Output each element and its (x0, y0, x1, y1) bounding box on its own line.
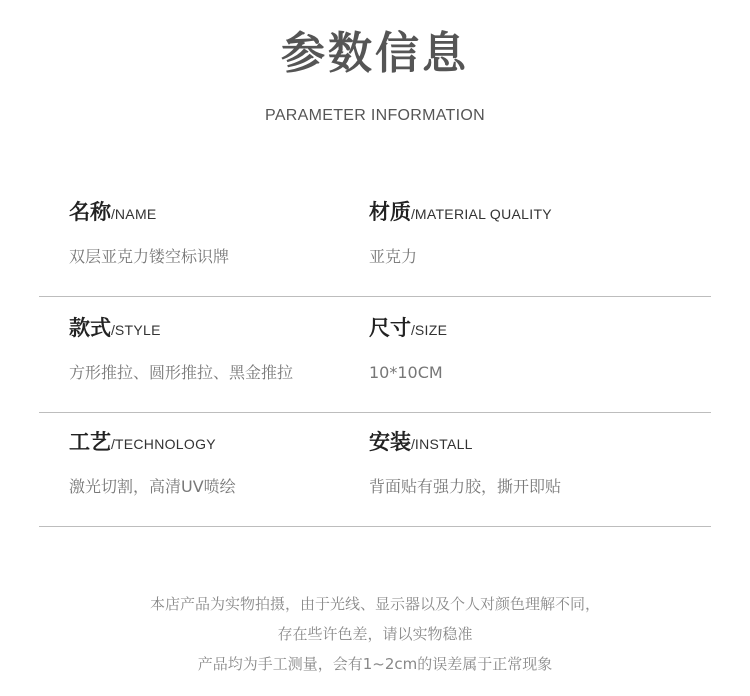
page-subtitle: PARAMETER INFORMATION (265, 107, 485, 124)
param-technology-value: 激光切割，高清UV喷绘 (69, 477, 236, 496)
param-install-value: 背面贴有强力胶，撕开即贴 (369, 477, 562, 496)
param-style-label-en: STYLE (114, 322, 161, 338)
param-name-label-en: NAME (114, 206, 157, 222)
param-row-3 (39, 410, 711, 527)
param-technology-label (69, 428, 216, 458)
param-size-label-en: SIZE (414, 322, 448, 338)
label-separator: / (411, 436, 415, 452)
label-separator: / (111, 436, 115, 452)
param-name-label-cn: 名称 (69, 200, 111, 224)
param-technology-label-cn: 工艺 (69, 430, 111, 454)
label-separator: / (111, 322, 115, 338)
param-material-label-cn: 材质 (369, 200, 411, 224)
param-name-label (69, 198, 157, 228)
param-install-label-cn: 安装 (369, 430, 411, 454)
notice-line-1: 本店产品为实物拍摄，由于光线、显示器以及个人对颜色理解不同， (149, 595, 600, 613)
param-row-2 (39, 296, 711, 413)
param-material-label-en: MATERIAL QUALITY (414, 206, 552, 222)
param-material-label (369, 198, 552, 228)
label-separator: / (111, 206, 115, 222)
param-technology-label-en: TECHNOLOGY (114, 436, 216, 452)
param-material-value: 亚克力 (369, 247, 418, 266)
param-style-label-cn: 款式 (69, 316, 111, 340)
label-separator: / (411, 206, 415, 222)
param-size-label (369, 314, 447, 344)
page-title: 参数信息 (281, 28, 469, 79)
label-separator: / (411, 322, 415, 338)
notice-line-2: 存在些许色差，请以实物稳准 (277, 625, 473, 643)
notice-line-3: 产品均为手工测量，会有1~2cm的误差属于正常现象 (197, 655, 553, 673)
param-style-label (69, 314, 161, 344)
param-install-label-en: INSTALL (414, 436, 473, 452)
param-name-value: 双层亚克力镂空标识牌 (69, 247, 230, 266)
param-style-value: 方形推拉、圆形推拉、黑金推拉 (69, 363, 294, 382)
param-install-label (369, 428, 473, 458)
param-row-1 (39, 180, 711, 297)
param-size-label-cn: 尺寸 (369, 316, 411, 340)
param-size-value: 10*10CM (369, 363, 443, 382)
